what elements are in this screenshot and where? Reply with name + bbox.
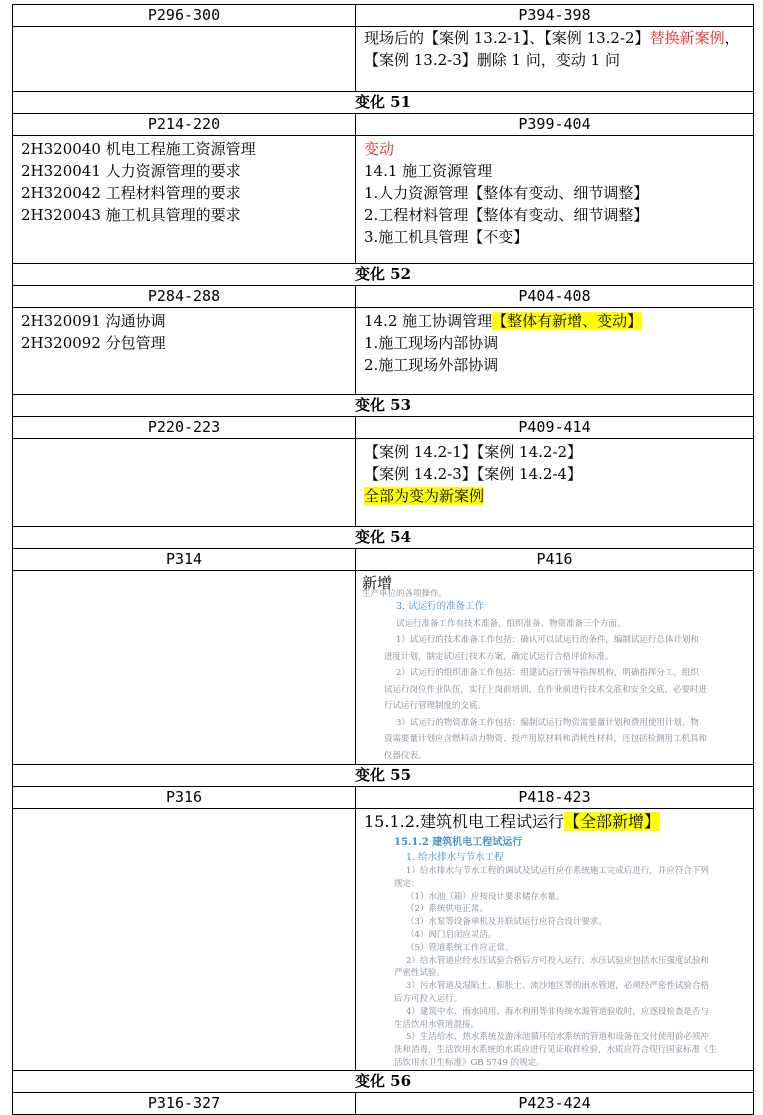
table-row — [13, 549, 754, 571]
left-cell — [13, 136, 356, 264]
textbook-excerpt-image — [364, 835, 745, 1070]
case-change-text: 【案例 13.2-3】删除 1 问，变动 1 问 — [364, 51, 620, 69]
excerpt-line: 3）污水管道及湿陷土、膨胀土、流沙地区等的雨水管道，必须经严密性试验合格 — [406, 981, 709, 992]
list-item: 2.工程材料管理【整体有变动、细节调整】 — [364, 206, 649, 224]
left-page-range: P284-288 — [13, 286, 356, 308]
table-row — [13, 417, 754, 439]
right-cell — [356, 136, 754, 264]
right-cell — [356, 27, 754, 92]
excerpt-line: （4）阀门启闭应灵活。 — [406, 929, 497, 940]
excerpt-line: 进度计划，制定试运行技术方案，确定试运行合格评价标准。 — [384, 651, 614, 662]
excerpt-line: （5）管道系统工作应正常。 — [406, 942, 514, 953]
change-tag: 【整体有新增、变动】 — [492, 312, 643, 330]
left-page-range: P220-223 — [13, 417, 356, 439]
list-item: 2H320040 机电工程施工资源管理 — [21, 140, 256, 158]
excerpt-line: （3）水泵等设备单机及并联试运行应符合设计要求。 — [406, 917, 607, 928]
case-list-text: 现场后的【案例 13.2-1】、【案例 13.2-2】 — [364, 29, 650, 47]
excerpt-line: 生产单位的各项操作。 — [362, 589, 448, 599]
left-cell — [13, 27, 356, 92]
list-item: 2H320091 沟通协调 — [21, 312, 166, 330]
right-page-range: P404-408 — [356, 286, 754, 308]
excerpt-line: 规定： — [394, 878, 420, 889]
section-heading: 15.1.2.建筑机电工程试运行 — [364, 812, 564, 831]
textbook-excerpt-image — [362, 589, 745, 764]
list-item: 2H320043 施工机具管理的要求 — [21, 206, 241, 224]
table-row — [13, 136, 754, 264]
excerpt-line: 1）给水排水与节水工程的调试及试运行应在系统施工完成后进行，并应符合下列 — [406, 866, 709, 876]
section-row — [13, 92, 754, 114]
table-row — [13, 1092, 754, 1114]
right-page-range: P418-423 — [356, 787, 754, 809]
right-cell — [356, 308, 754, 395]
right-page-range: P409-414 — [356, 417, 754, 439]
comma: ， — [724, 29, 740, 47]
list-item: 14.1 施工资源管理 — [364, 162, 493, 180]
right-cell — [356, 571, 754, 765]
excerpt-line: （1）水池（箱）应按设计要求储存水量。 — [406, 891, 565, 902]
excerpt-line: 生活饮用水管道混接。 — [394, 1019, 480, 1030]
left-page-range: P214-220 — [13, 114, 356, 136]
list-item: 2H320041 人力资源管理的要求 — [21, 162, 241, 180]
excerpt-line: 3）试运行的物资准备工作包括：编制试运行物资需要量计划和费用使用计划，物 — [396, 717, 699, 728]
right-page-range: P423-424 — [356, 1092, 754, 1114]
change-tag: 全部为变为新案例 — [364, 487, 485, 505]
excerpt-line: 活饮用水卫生标准》GB 5749 的规定。 — [394, 1057, 545, 1068]
table-row — [13, 27, 754, 92]
list-item: 3.施工机具管理【不变】 — [364, 228, 529, 246]
left-page-range: P316-327 — [13, 1092, 356, 1114]
excerpt-line: 行试运行管理制度的交底。 — [384, 701, 487, 711]
list-item: 2.施工现场外部协调 — [364, 356, 499, 374]
change-tag: 变动 — [364, 140, 395, 158]
excerpt-line: 5）生活给水、热水系统及游泳池循环给水系统的管道和设备在交付使用前必须冲 — [406, 1032, 709, 1043]
excerpt-line: 2）给水管道应经水压试验合格后方可投入运行。水压试验应包括水压强度试验和 — [406, 955, 709, 966]
left-page-range: P314 — [13, 549, 356, 571]
section-title: 变化 56 — [13, 1070, 754, 1092]
right-page-range: P399-404 — [356, 114, 754, 136]
section-row — [13, 264, 754, 286]
table-row — [13, 787, 754, 809]
excerpt-line: 试运行岗位作业队伍，实行上岗前培训，在作业前进行技术交底和安全交底，必要时进 — [384, 684, 708, 695]
excerpt-heading: 15.1.2 建筑机电工程试运行 — [394, 837, 523, 848]
excerpt-line: 试运行准备工作有技术准备，组织准备、物资准备三个方面。 — [396, 618, 626, 629]
replace-tag: 替换新案例 — [649, 29, 725, 47]
left-cell — [13, 571, 356, 765]
new-tag: 新增 — [362, 574, 393, 592]
excerpt-line: （2）系统供电正常。 — [406, 904, 488, 915]
excerpt-line: 后方可投入运行。 — [394, 993, 463, 1004]
excerpt-heading: 3. 试运行的准备工作 — [396, 601, 485, 612]
list-item: 2H320042 工程材料管理的要求 — [21, 184, 241, 202]
section-row — [13, 395, 754, 417]
left-cell — [13, 308, 356, 395]
excerpt-line: 严密性试验。 — [394, 968, 446, 979]
list-item: 【案例 14.2-3】【案例 14.2-4】 — [364, 465, 583, 483]
table-row — [13, 114, 754, 136]
right-page-range: P394-398 — [356, 5, 754, 27]
excerpt-line: 2）试运行的组织准备工作包括：组建试运行领导指挥机构，明确指挥分工，组织 — [396, 668, 699, 678]
list-item: 1.人力资源管理【整体有变动、细节调整】 — [364, 184, 649, 202]
list-item: 1.施工现场内部协调 — [364, 334, 499, 352]
table-row — [13, 286, 754, 308]
right-cell — [356, 809, 754, 1071]
excerpt-subheading: 1. 给水排水与节水工程 — [406, 852, 504, 863]
section-row — [13, 527, 754, 549]
excerpt-line: 4）建筑中水、雨水回用、海水利用等非传统水源管道验收时，应逐段检查是否与 — [406, 1006, 709, 1017]
table-row — [13, 5, 754, 27]
left-cell — [13, 439, 356, 527]
section-title: 变化 55 — [13, 765, 754, 787]
section-title: 变化 53 — [13, 395, 754, 417]
change-tag: 【全部新增】 — [563, 812, 660, 831]
section-row — [13, 765, 754, 787]
list-item: 2H320092 分包管理 — [21, 334, 166, 352]
excerpt-line: 仪器仪表。 — [384, 750, 427, 761]
section-title: 变化 52 — [13, 264, 754, 286]
excerpt-line: 资需要量计划应含燃料动力物资、投产用原材料和消耗性材料，还包括检测用工机具和 — [384, 734, 708, 744]
table-row — [13, 809, 754, 1071]
left-page-range: P316 — [13, 787, 356, 809]
comparison-table — [12, 4, 754, 1115]
excerpt-line: 洗和消毒，生活饮用水系统的水质应进行见证取样检验，水质应符合现行国家标准《生 — [394, 1045, 718, 1056]
left-page-range: P296-300 — [13, 5, 356, 27]
table-row — [13, 308, 754, 395]
table-row — [13, 439, 754, 527]
section-row — [13, 1070, 754, 1092]
section-title: 变化 51 — [13, 92, 754, 114]
left-cell — [13, 809, 356, 1071]
right-page-range: P416 — [356, 549, 754, 571]
excerpt-line: 1）试运行的技术准备工作包括：确认可以试运行的条件，编制试运行总体计划和 — [396, 635, 699, 645]
right-cell — [356, 439, 754, 527]
section-heading: 14.2 施工协调管理 — [364, 312, 493, 330]
list-item: 【案例 14.2-1】【案例 14.2-2】 — [364, 443, 583, 461]
section-title: 变化 54 — [13, 527, 754, 549]
table-row — [13, 571, 754, 765]
